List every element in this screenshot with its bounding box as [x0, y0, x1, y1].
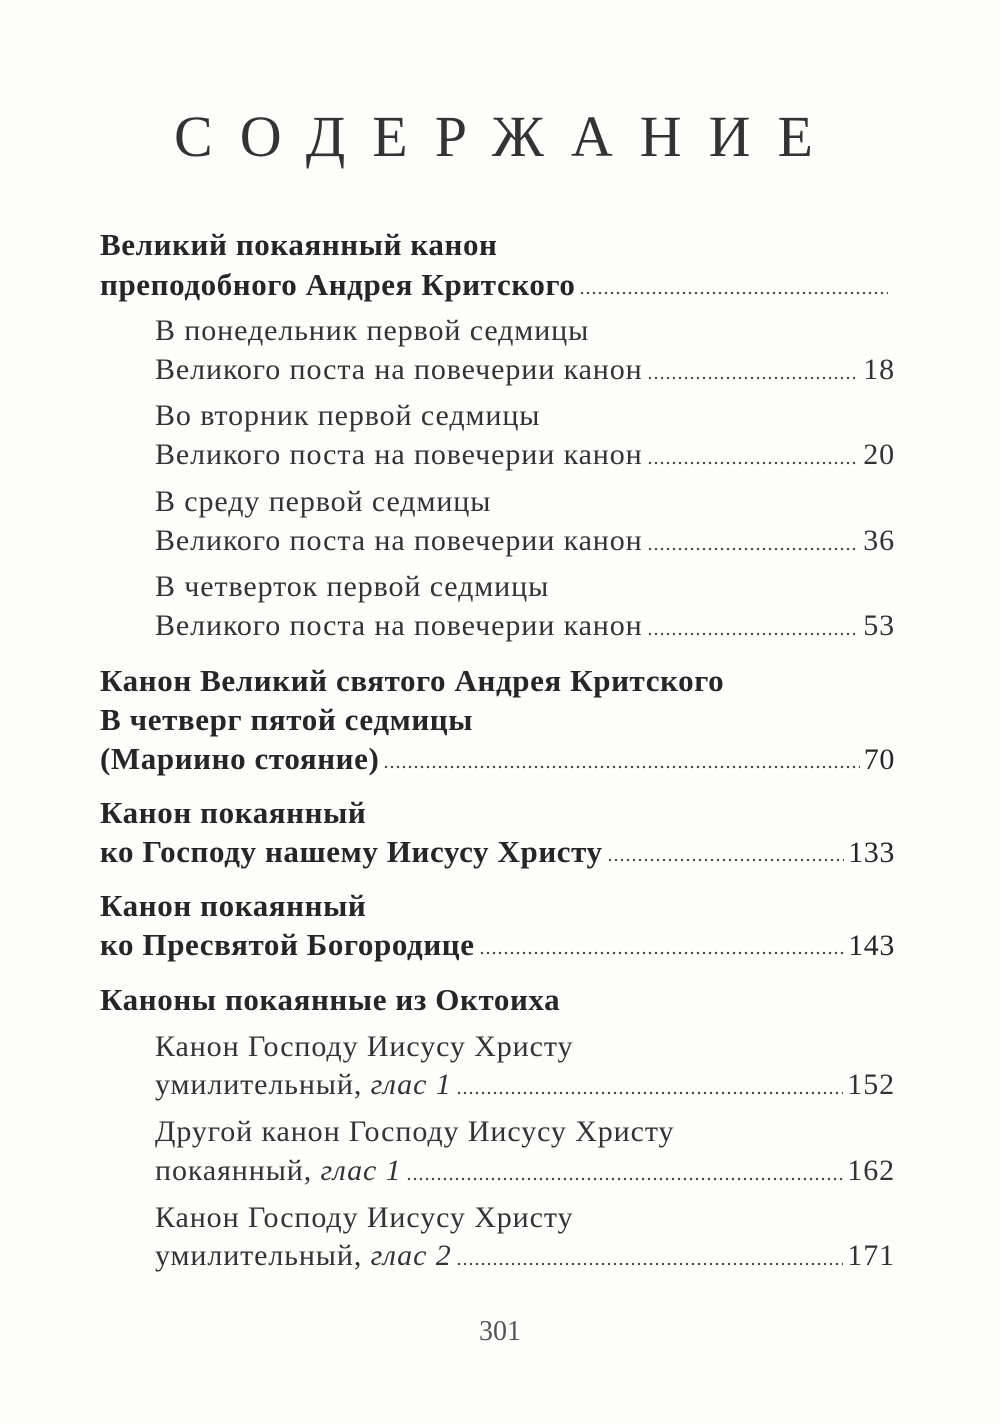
toc-entry-line: [155, 567, 895, 607]
toc-section-heading: [100, 980, 895, 1020]
toc-entry-line[interactable]: [155, 606, 895, 646]
dot-leader: [647, 461, 860, 465]
toc-entry-text: умилительный,: [155, 1239, 363, 1272]
toc-entry-text: Каноны покаянные из Октоиха: [100, 982, 561, 1017]
dot-leader: [406, 1177, 844, 1181]
page-number: 162: [847, 1154, 895, 1187]
toc-entry-text: ко Пресвятой Богородице: [100, 927, 475, 962]
page-title: СОДЕРЖАНИЕ: [174, 104, 840, 169]
toc-entry-text: В четверг пятой седмицы: [100, 702, 474, 737]
dot-leader: [607, 858, 845, 862]
toc-entry-line[interactable]: [100, 832, 895, 872]
toc-entry-line[interactable]: [155, 1151, 895, 1191]
toc-entry-line[interactable]: [155, 435, 895, 475]
toc-entry-text: В понедельник первой седмицы: [155, 314, 590, 347]
toc-entry-line[interactable]: [155, 350, 895, 390]
toc-entry-text: Канон покаянный: [100, 795, 367, 830]
toc-entry-text: В среду первой седмицы: [155, 485, 492, 518]
toc-entry-line[interactable]: [155, 521, 895, 561]
toc-entry-text: ко Господу нашему Иисусу Христу: [100, 834, 603, 869]
page-number: 53: [863, 609, 895, 642]
toc-entry-line[interactable]: [155, 1236, 895, 1276]
tone-label: глас 2: [370, 1239, 452, 1272]
dot-leader: [647, 632, 860, 636]
toc-entry-text: Во вторник первой седмицы: [155, 399, 541, 432]
toc-entry-text: умилительный,: [155, 1068, 363, 1101]
page-number: 171: [847, 1239, 895, 1272]
page-number: 18: [863, 353, 895, 386]
toc-entry-text: (Мариино стояние): [100, 741, 380, 776]
page-number: 20: [863, 438, 895, 471]
toc-entry-text: Великого поста на повечерии канон: [155, 438, 643, 471]
toc-entry-text: Другой канон Господу Иисусу Христу: [155, 1115, 675, 1148]
dot-leader: [479, 951, 845, 955]
dot-leader: [383, 765, 859, 769]
page-number: 36: [863, 524, 895, 557]
dot-leader: [647, 376, 860, 380]
toc-entry-line[interactable]: [100, 265, 892, 305]
toc-entry-text: Канон Господу Иисусу Христу: [155, 1030, 574, 1063]
toc-entry-text: Канон Великий святого Андрея Критского: [100, 663, 725, 698]
dot-leader: [579, 291, 888, 295]
folio-page-number: 301: [479, 1316, 521, 1347]
toc-entry-line: [155, 396, 895, 436]
toc-entry-text: преподобного Андрея Критского: [100, 267, 576, 302]
toc-entry-text: Великий покаянный канон: [100, 227, 498, 262]
toc-entry-line[interactable]: [100, 925, 895, 965]
toc-entry-line: [155, 1112, 895, 1152]
toc-entry-line[interactable]: [155, 1065, 895, 1105]
dot-leader: [647, 547, 860, 551]
toc-entry-line: [155, 1198, 895, 1238]
dot-leader: [456, 1091, 844, 1095]
toc-entry-text: Канон Господу Иисусу Христу: [155, 1201, 574, 1234]
tone-label: глас 1: [370, 1068, 452, 1101]
tone-label: глас 1: [320, 1154, 402, 1187]
dot-leader: [456, 1262, 844, 1266]
page-number: 143: [848, 929, 895, 962]
toc-entry-text: покаянный,: [155, 1154, 313, 1187]
toc-entry-line: [100, 225, 895, 265]
toc-entry-line: [155, 311, 895, 351]
toc-entry-line: [100, 886, 895, 926]
toc-entry-text: Великого поста на повечерии канон: [155, 524, 643, 557]
toc-entry-text: Великого поста на повечерии канон: [155, 609, 643, 642]
toc-entry-line: [155, 1027, 895, 1067]
page-number: 133: [848, 836, 895, 869]
toc-entry-line: [100, 661, 895, 701]
toc-entry-text: В четверток первой седмицы: [155, 570, 550, 603]
page-number: 70: [863, 743, 895, 776]
page-number: 152: [847, 1068, 895, 1101]
toc-entry-line[interactable]: [100, 739, 895, 779]
toc-entry-text: Великого поста на повечерии канон: [155, 353, 643, 386]
toc-entry-line: [155, 482, 895, 522]
toc-entry-line: [100, 793, 895, 833]
toc-entry-text: Канон покаянный: [100, 888, 367, 923]
toc-entry-line: [100, 700, 895, 740]
